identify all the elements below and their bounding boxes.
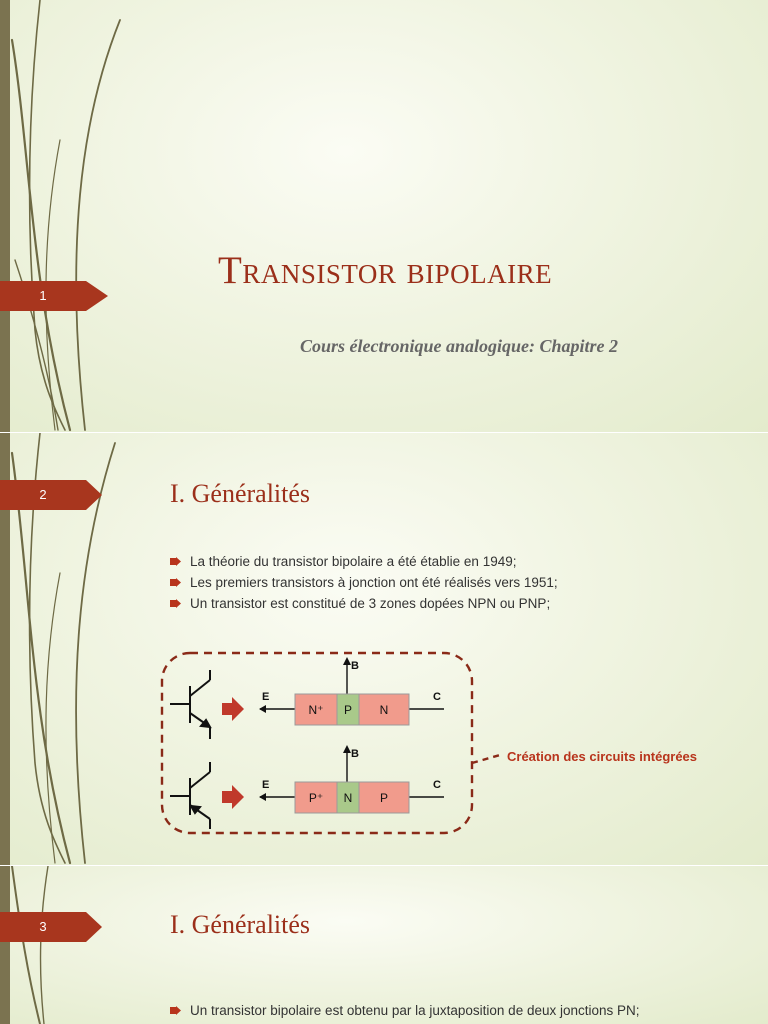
slide-2 xyxy=(0,433,768,865)
slide-title: I. Généralités xyxy=(170,910,311,939)
slide-number-tab xyxy=(0,912,86,942)
slide-number-tab xyxy=(0,281,86,311)
arrow-bullet-icon xyxy=(170,1006,181,1015)
slide-1 xyxy=(0,0,768,432)
slide-title: I. Généralités xyxy=(170,479,311,508)
zone-label: N xyxy=(379,703,389,717)
bullet-item: La théorie du transistor bipolaire a été établie en 1949; xyxy=(170,554,558,575)
grass-decoration xyxy=(0,0,130,432)
zone-label: P⁺ xyxy=(308,791,324,805)
npn-structure xyxy=(259,657,444,725)
bullet-item: Les premiers transistors à jonction ont été réalisés vers 1951; xyxy=(170,575,558,596)
bullet-item: Un transistor bipolaire est obtenu par la juxtaposition de deux jonctions PN; xyxy=(170,1003,640,1018)
transistor-diagram xyxy=(0,433,768,865)
slide-number: 2 xyxy=(39,487,47,502)
base-label: B xyxy=(351,660,359,672)
slide-number-tab-point xyxy=(86,281,108,311)
zone-label: N xyxy=(343,791,353,805)
collector-label: C xyxy=(433,691,441,703)
npn-symbol-icon xyxy=(170,670,210,739)
pnp-structure xyxy=(259,745,444,813)
zone-label: P xyxy=(343,703,353,717)
slide-title: Transistor bipolaire xyxy=(218,249,553,292)
slide-3 xyxy=(0,866,768,1024)
base-label: B xyxy=(351,748,359,760)
slide-number: 1 xyxy=(39,288,47,303)
grass-decoration xyxy=(0,866,130,1024)
slide-number: 3 xyxy=(39,919,47,934)
callout-connector xyxy=(472,755,500,763)
pnp-symbol-icon xyxy=(170,762,210,829)
zone-label: N⁺ xyxy=(308,703,324,717)
collector-label: C xyxy=(433,779,441,791)
emitter-label: E xyxy=(262,691,270,703)
slide-number-tab-point xyxy=(86,912,102,942)
bullet-item: Un transistor est constitué de 3 zones dopées NPN ou PNP; xyxy=(170,596,558,617)
emitter-label: E xyxy=(262,779,270,791)
zone-label: P xyxy=(379,791,389,805)
red-arrow-icon xyxy=(222,785,244,809)
slide-subtitle: Cours électronique analogique: Chapitre 2 xyxy=(300,336,619,356)
callout-label: Création des circuits intégrées xyxy=(507,749,698,764)
red-arrow-icon xyxy=(222,697,244,721)
